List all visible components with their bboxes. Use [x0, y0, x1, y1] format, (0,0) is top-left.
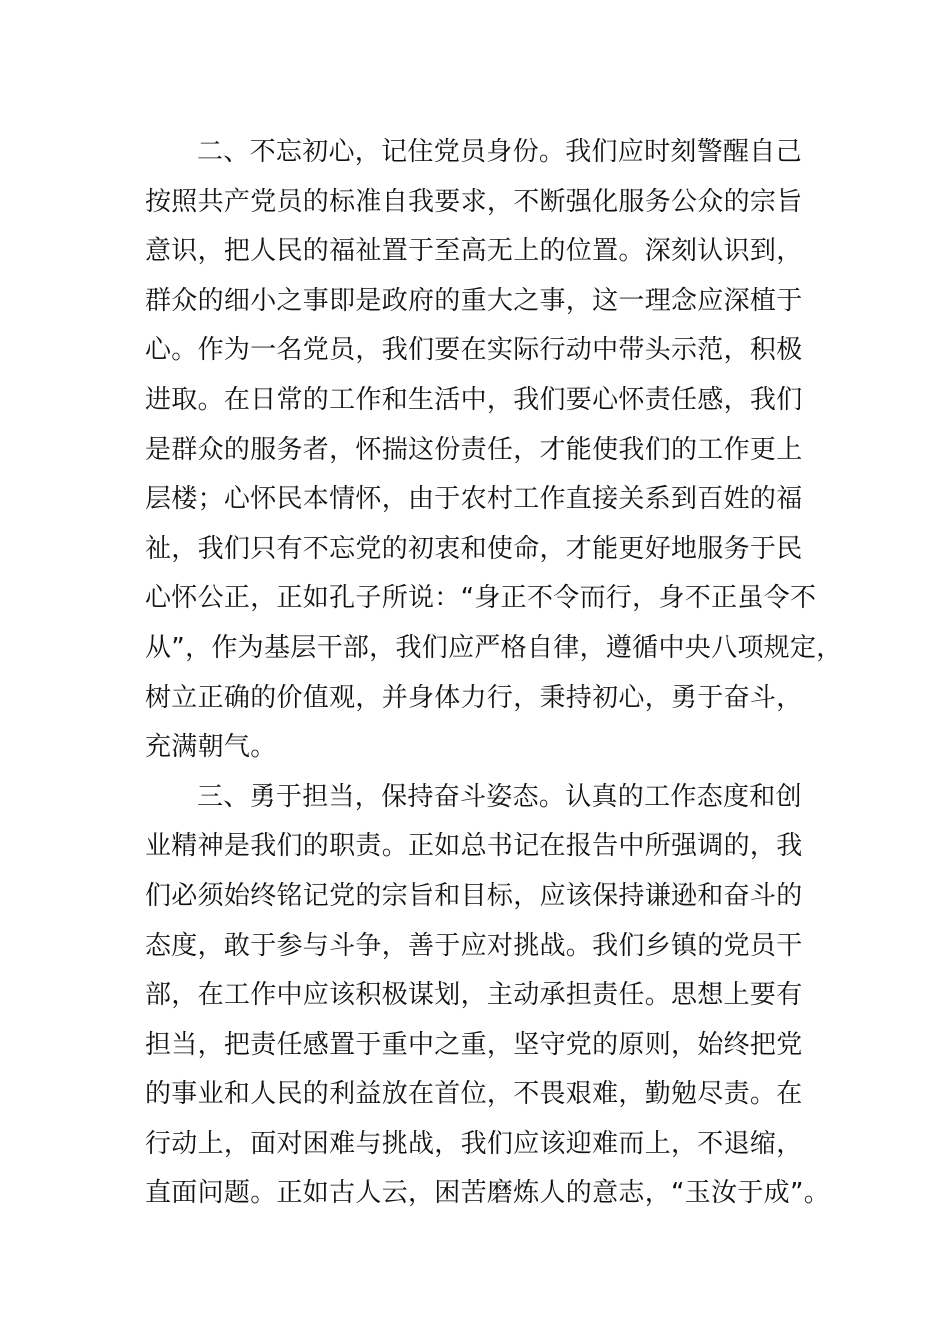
text-line: 进取。在日常的工作和生活中，我们要心怀责任感，我们 — [145, 384, 803, 415]
text-line: 心。作为一名党员，我们要在实际行动中带头示范，积极 — [145, 335, 803, 366]
text-line: 从”，作为基层干部，我们应严格自律，遵循中央八项规定， — [145, 632, 843, 663]
text-line: 祉，我们只有不忘党的初衷和使命，才能更好地服务于民 — [145, 533, 803, 564]
text-line: 的事业和人民的利益放在首位，不畏艰难，勤勉尽责。在 — [145, 1079, 803, 1110]
text-line: 心怀公正，正如孔子所说：“身正不令而行，身不正虽令不 — [145, 583, 817, 614]
text-line: 按照共产党员的标准自我要求，不断强化服务公众的宗旨 — [145, 186, 803, 217]
text-line: 群众的细小之事即是政府的重大之事，这一理念应深植于 — [145, 285, 803, 316]
text-line: 层楼；心怀民本情怀，由于农村工作直接关系到百姓的福 — [145, 484, 803, 515]
text-line: 行动上，面对困难与挑战，我们应该迎难而上，不退缩， — [145, 1128, 803, 1159]
text-line: 担当，把责任感置于重中之重，坚守党的原则，始终把党 — [145, 1029, 803, 1060]
text-line: 业精神是我们的职责。正如总书记在报告中所强调的，我 — [145, 831, 803, 862]
text-line: 们必须始终铭记党的宗旨和目标，应该保持谦逊和奋斗的 — [145, 880, 803, 911]
paragraph-2-party-identity — [145, 128, 843, 773]
text-line: 三、勇于担当，保持奋斗姿态。认真的工作态度和创 — [197, 781, 802, 812]
document-body — [145, 128, 843, 1219]
text-line: 充满朝气。 — [145, 732, 277, 763]
text-line: 二、不忘初心，记住党员身份。我们应时刻警醒自己 — [197, 137, 802, 167]
text-line: 是群众的服务者，怀揣这份责任，才能使我们的工作更上 — [145, 434, 803, 465]
text-line: 树立正确的价值观，并身体力行，秉持初心，勇于奋斗， — [145, 682, 803, 713]
text-line: 部，在工作中应该积极谋划，主动承担责任。思想上要有 — [145, 980, 803, 1011]
text-line: 意识，把人民的福祉置于至高无上的位置。深刻认识到， — [145, 236, 803, 267]
text-line: 态度，敢于参与斗争，善于应对挑战。我们乡镇的党员干 — [145, 930, 803, 961]
paragraph-3-take-responsibility — [145, 773, 835, 1219]
text-line: 直面问题。正如古人云，困苦磨炼人的意志，“玉汝于成”。 — [145, 1178, 831, 1209]
